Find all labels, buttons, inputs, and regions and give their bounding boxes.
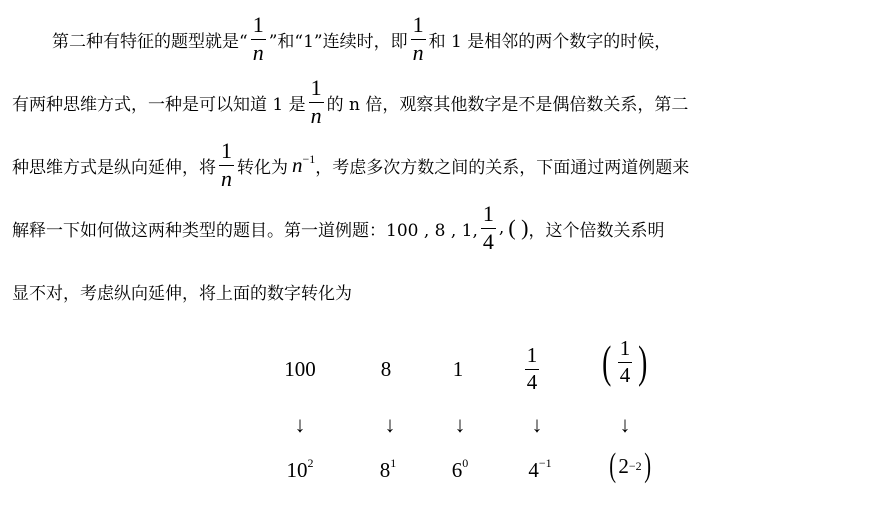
fraction-1-over-n — [251, 14, 266, 64]
fraction-numerator: 1 — [252, 12, 264, 37]
power-base: 4 — [528, 458, 539, 482]
text-segment: 转化为 — [237, 157, 288, 178]
text-segment: 第二种有特征的题型就是“ — [52, 31, 248, 52]
power-base: 10 — [286, 458, 308, 482]
sequence-term: 100 — [284, 357, 316, 381]
left-paren: ( — [609, 447, 617, 484]
power-exponent: −2 — [628, 459, 642, 473]
power-exponent: 2 — [307, 456, 314, 470]
fraction-1-over-n — [411, 14, 426, 64]
text-segment: 种思维方式是纵向延伸，将 — [12, 157, 216, 178]
text-segment: 显不对，考虑纵向延伸，将上面的数字转化为 — [12, 283, 352, 304]
fraction-numerator: 1 — [526, 343, 538, 367]
fraction-denominator: 4 — [526, 370, 538, 394]
down-arrow-icon: ↓ — [531, 412, 543, 437]
fraction-denominator: n — [221, 166, 232, 191]
down-arrow-icon: ↓ — [294, 412, 306, 437]
power-base: 6 — [451, 458, 463, 482]
sequence-term-fraction — [497, 345, 567, 393]
power-term — [505, 457, 575, 481]
fraction-1-over-4 — [618, 338, 633, 386]
fraction-denominator: n — [310, 103, 322, 128]
power-exponent: −1 — [302, 152, 316, 166]
fraction-1-over-4 — [481, 203, 496, 253]
text-segment: 有两种思维方式，一种是可以知道 1 是 — [12, 94, 306, 115]
paragraph-line-1 — [52, 4, 671, 74]
fraction-1-over-n — [309, 77, 324, 127]
sequence-term: 1 — [452, 357, 464, 381]
right-paren: ) — [638, 336, 648, 387]
power-term-bracketed — [590, 449, 670, 483]
fraction-denominator: n — [252, 40, 264, 65]
n-power-expression — [292, 152, 315, 178]
text-segment: ”和“1”连续时，即 — [268, 31, 408, 52]
fraction-denominator: n — [412, 40, 424, 65]
right-paren: ) — [643, 447, 651, 484]
bracketed-power — [607, 449, 653, 483]
text-segment: ，这个倍数关系明 — [528, 220, 665, 241]
paragraph-line-3 — [12, 130, 689, 200]
text-segment: 和 1 是相邻的两个数字的时候， — [428, 31, 672, 52]
paragraph-line-5 — [12, 256, 352, 326]
fraction-numerator: 1 — [310, 75, 322, 100]
text-segment: 解释一下如何做这两种类型的题目。第一道例题：100 , 8 , 1, — [12, 220, 478, 241]
power-exponent: −1 — [538, 456, 552, 470]
power-term — [425, 457, 495, 481]
sequence-term-unknown — [585, 338, 665, 386]
power-exponent: 0 — [462, 456, 469, 470]
left-paren: ( — [602, 336, 612, 387]
fraction-numerator: 1 — [221, 138, 232, 163]
fraction-1-over-n — [219, 140, 234, 190]
text-segment: 的 n 倍，观察其他数字是不是偶倍数关系，第二 — [326, 94, 689, 115]
fraction-numerator: 1 — [482, 201, 494, 226]
power-exponent: 1 — [390, 456, 397, 470]
down-arrow-icon: ↓ — [454, 412, 466, 437]
power-base: 2 — [618, 453, 629, 478]
power-term — [265, 457, 335, 481]
fraction-denominator: 4 — [482, 229, 494, 254]
power-base: 8 — [379, 458, 391, 482]
power-base: n — [292, 153, 303, 177]
paragraph-line-4 — [12, 193, 664, 263]
text-segment: , — [498, 218, 505, 238]
power-term — [353, 457, 423, 481]
down-arrow-icon: ↓ — [619, 412, 631, 437]
fraction-1-over-4 — [525, 345, 540, 393]
blank-parentheses: ( ) — [508, 215, 529, 240]
fraction-numerator: 1 — [412, 12, 424, 37]
text-segment: ，考虑多次方数之间的关系，下面通过两道例题来 — [315, 157, 690, 178]
fraction-denominator: 4 — [619, 363, 631, 387]
paragraph-line-2 — [12, 67, 688, 137]
sequence-term: 8 — [380, 357, 392, 381]
bracketed-fraction — [599, 338, 650, 386]
down-arrow-icon: ↓ — [384, 412, 396, 437]
fraction-numerator: 1 — [619, 336, 631, 360]
